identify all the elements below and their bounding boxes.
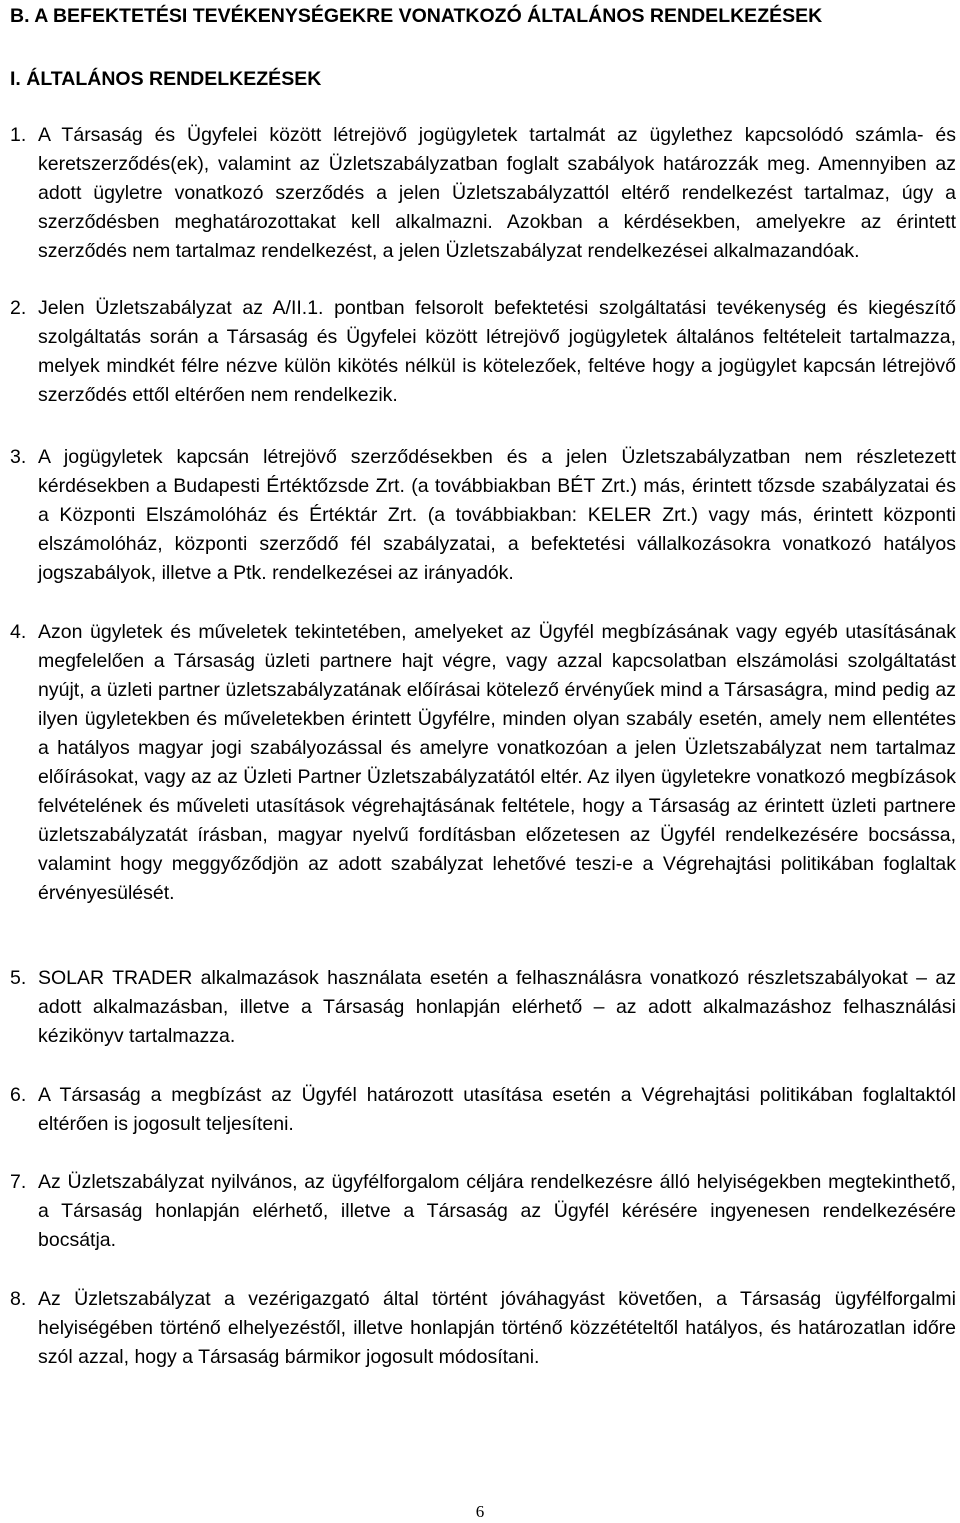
- section-title: I. ÁLTALÁNOS RENDELKEZÉSEK: [10, 68, 322, 90]
- item-text: A Társaság és Ügyfelei között létrejövő jogügyletek tartalmát az ügylethez kapcsolódó számla- és keretszerződés(ek), valamint az Üzletszabályzatban foglalt szabályok határozzák meg. Amennyiben az adott ügyletre vonatkozó szerződés a jelen Üzletszabályzattól eltérő rendelkezést tartalmaz, úgy a szerződésben meghatározottakat kell alkalmazni. Azokban a kérdésekben, amelyekre az érintett szerződés nem tartalmaz rendelkezést, a jelen Üzletszabályzat rendelkezései alkalmazandóak.: [38, 124, 956, 262]
- item-number: 6.: [10, 1084, 27, 1106]
- item-text: Az Üzletszabályzat nyilvános, az ügyfélforgalom céljára rendelkezésre álló helyiségekben megtekinthető, a Társaság honlapján elérhető, illetve a Társaság az Ügyfél kérésére ingyenesen rendelkezésére bocsátja.: [38, 1171, 956, 1251]
- item-number: 4.: [10, 621, 27, 643]
- item-text: Az Üzletszabályzat a vezérigazgató által történt jóváhagyást követően, a Társaság ügyfélforgalmi helyiségében történő elhelyezéstől, illetve honlapján történő közzétételtől hatályos, és határozatlan időre szól azzal, hogy a Társaság bármikor jogosult módosítani.: [38, 1288, 956, 1368]
- item-number: 8.: [10, 1288, 27, 1310]
- item-number: 5.: [10, 967, 27, 989]
- item-number: 3.: [10, 446, 27, 468]
- document-title: B. A BEFEKTETÉSI TEVÉKENYSÉGEKRE VONATKOZÓ ÁLTALÁNOS RENDELKEZÉSEK: [10, 5, 823, 27]
- page-number: 6: [475, 1502, 485, 1521]
- item-number: 2.: [10, 297, 27, 319]
- item-number: 1.: [10, 124, 27, 146]
- item-text: A Társaság a megbízást az Ügyfél határozott utasítása esetén a Végrehajtási politikában foglaltaktól eltérően is jogosult teljesíteni.: [38, 1084, 956, 1135]
- item-text: SOLAR TRADER alkalmazások használata esetén a felhasználásra vonatkozó részletszabályokat – az adott alkalmazásban, illetve a Társaság honlapján elérhető – az adott alkalmazáshoz felhasználási kézikönyv tartalmazza.: [38, 967, 956, 1047]
- item-text: Azon ügyletek és műveletek tekintetében, amelyeket az Ügyfél megbízásának vagy egyéb utasításának megfelelően a Társaság üzleti partnere hajt végre, vagy azzal kapcsolatban elszámolási szolgáltatást nyújt, a üzleti partner üzletszabályzatának előírásai kötelező érvényűek mind a Társaságra, mind pedig az ilyen ügyletekben és műveletekben érintett Ügyfélre, minden olyan szabály esetén, amely nem ellentétes a hatályos magyar jogi szabályozással és amelyre vonatkozóan a jelen Üzletszabályzat nem tartalmaz előírásokat, vagy az az Üzleti Partner Üzletszabályzatától eltér. Az ilyen ügyletekre vonatkozó megbízások felvételének és műveleti utasítások végrehajtásának feltétele, hogy a Társaság az érintett üzleti partnere üzletszabályzatát írásban, magyar nyelvű fordításban előzetesen az Ügyfél rendelkezésére bocsássa, valamint hogy meggyőződjön az adott szabályzat lehetővé teszi-e a Végrehajtási politikában foglaltak érvényesülését.: [38, 621, 956, 904]
- item-text: Jelen Üzletszabályzat az A/II.1. pontban felsorolt befektetési szolgáltatási tevékenység és kiegészítő szolgáltatás során a Társaság és Ügyfelei között létrejövő jogügyletek általános feltételeit tartalmazza, melyek mindkét félre nézve külön kikötés nélkül is kötelezőek, feltéve hogy a jogügylet kapcsán létrejövő szerződés ettől eltérően nem rendelkezik.: [38, 297, 956, 406]
- item-number: 7.: [10, 1171, 27, 1193]
- item-text: A jogügyletek kapcsán létrejövő szerződésekben és a jelen Üzletszabályzatban nem részletezett kérdésekben a Budapesti Értéktőzsde Zrt. (a továbbiakban BÉT Zrt.) más, érintett tőzsde szabályzatai és a Központi Elszámolóház és Értéktár Zrt. (a továbbiakban: KELER Zrt.) vagy más, érintett központi elszámolóház, központi szerződő fél szabályzatai, a befektetési vállalkozásokra vonatkozó hatályos jogszabályok, illetve a Ptk. rendelkezései az irányadók.: [38, 446, 956, 584]
